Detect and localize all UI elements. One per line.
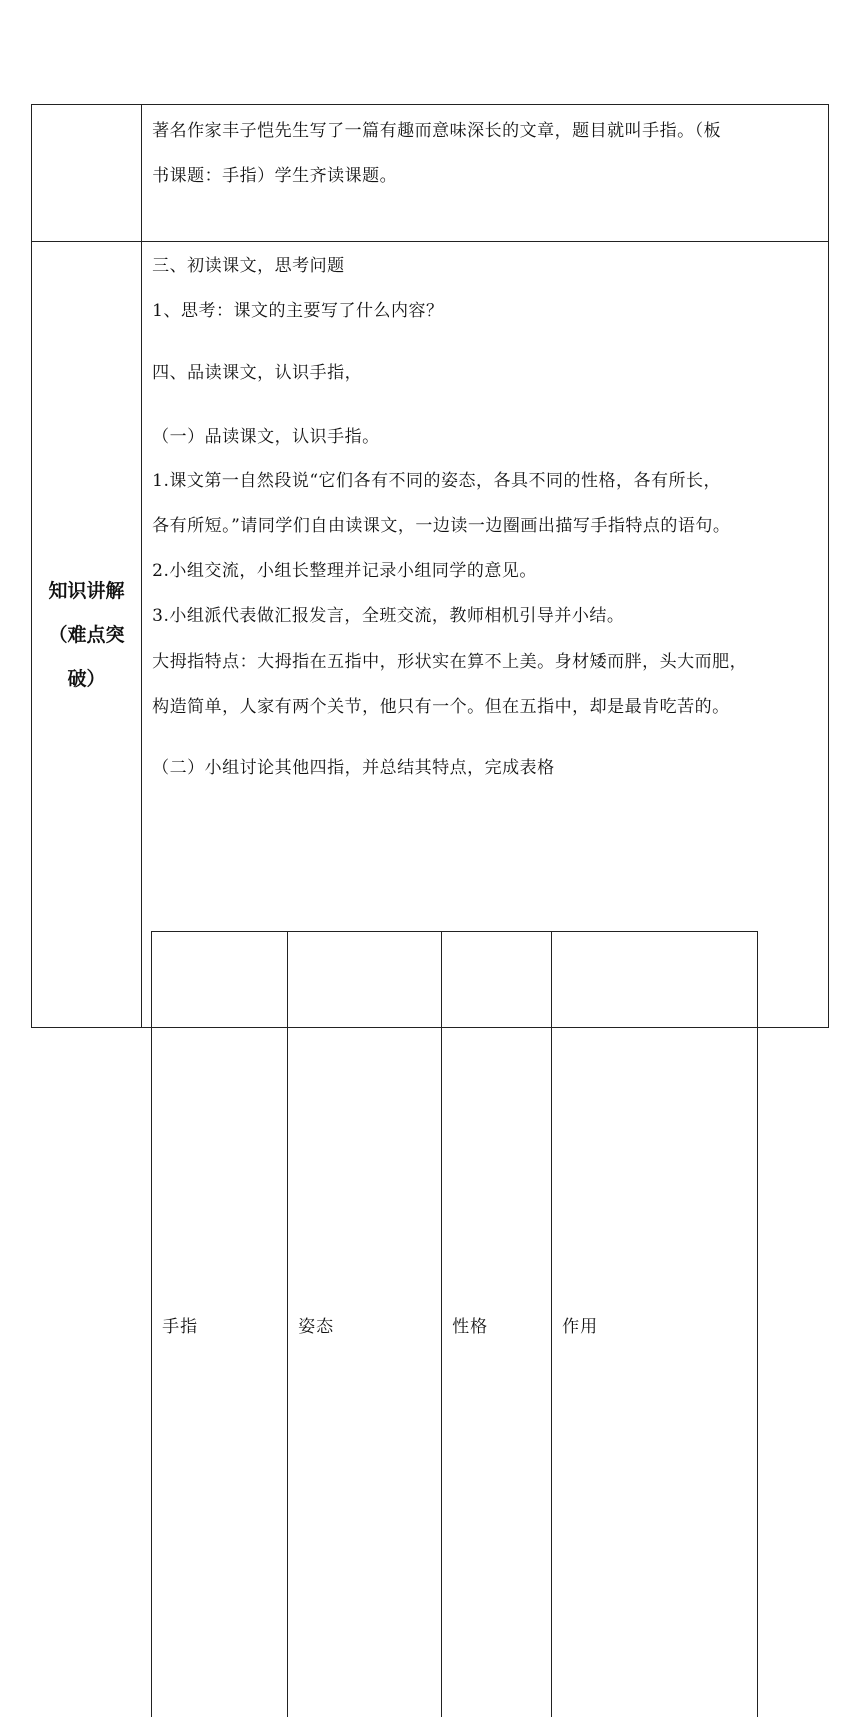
thumb-traits-line-2: 构造简单，人家有两个关节，他只有一个。但在五指中，却是最肯吃苦的。 [152,697,828,717]
finger-table-header-function: 作用 [552,932,758,1717]
task-2: 2.小组交流，小组长整理并记录小组同学的意见。 [152,561,828,581]
finger-table-header-row [152,932,758,1717]
knowledge-row [32,242,829,1028]
intro-row [32,105,829,242]
finger-table-header-character: 性格 [442,932,552,1717]
section-label-line-2: （难点突 [32,613,141,657]
intro-content-cell [142,105,829,242]
finger-traits-table [151,931,758,1717]
subheading-know-fingers: （一）品读课文，认识手指。 [152,427,828,447]
task-1-line-1: 1.课文第一自然段说“它们各有不同的姿态，各具不同的性格，各有所长， [152,471,828,491]
thumb-traits-line-1: 大拇指特点：大拇指在五指中，形状实在算不上美。身材矮而胖，头大而肥， [152,652,828,672]
question-main-content: 1、思考：课文的主要写了什么内容？ [152,301,828,321]
section-label-cell [32,242,142,1028]
finger-table-header-finger: 手指 [152,932,288,1717]
task-3: 3.小组派代表做汇报发言，全班交流，教师相机引导并小结。 [152,606,828,626]
task-1-line-2: 各有所短。”请同学们自由读课文，一边读一边圈画出描写手指特点的语句。 [152,516,828,536]
knowledge-content-cell [142,242,829,1028]
section-label-line-1: 知识讲解 [32,569,141,613]
intro-line-1: 著名作家丰子恺先生写了一篇有趣而意味深长的文章，题目就叫手指。（板 [152,121,828,141]
heading-initial-reading: 三、初读课文，思考问题 [152,256,828,276]
intro-label-cell [32,105,142,242]
subheading-group-discussion: （二）小组讨论其他四指，并总结其特点，完成表格 [152,758,828,778]
lesson-plan-table [31,104,829,1028]
finger-table-header-posture: 姿态 [288,932,442,1717]
intro-line-2: 书课题：手指）学生齐读课题。 [152,166,828,186]
section-label-line-3: 破） [32,657,141,701]
heading-close-reading: 四、品读课文，认识手指， [152,363,828,383]
